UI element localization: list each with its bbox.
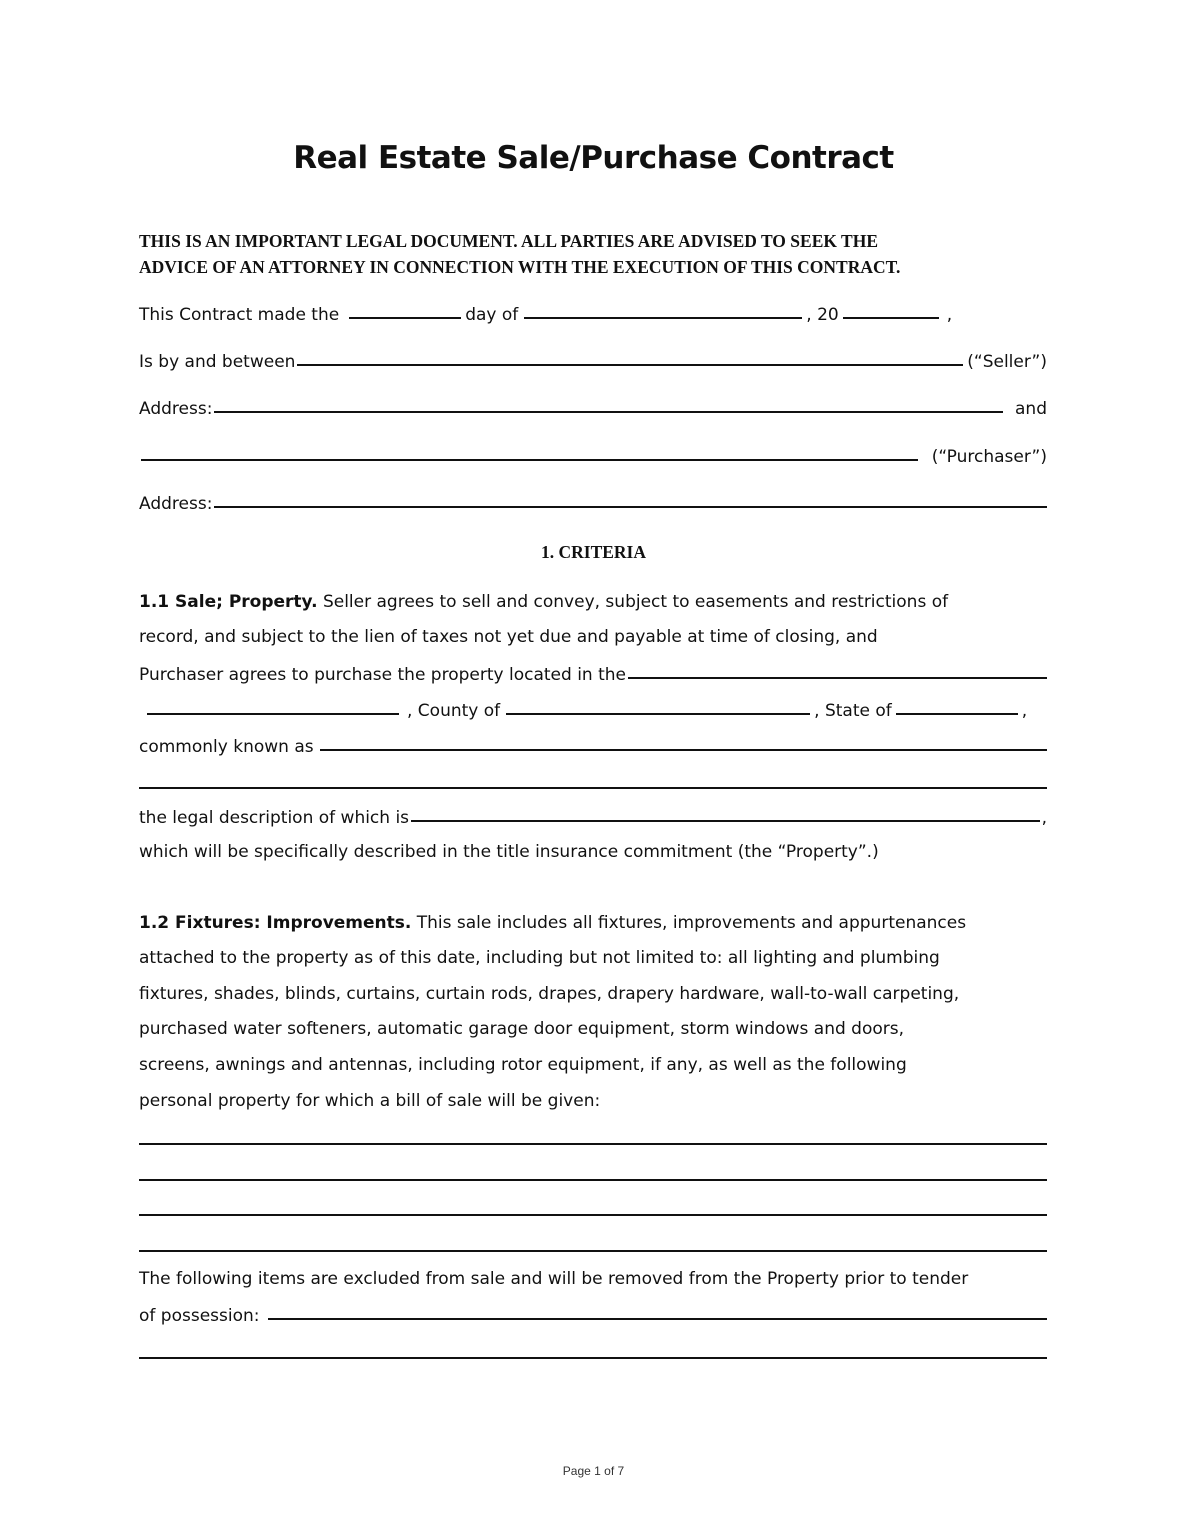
known-as-label: commonly known as bbox=[139, 737, 314, 757]
purchaser-address-row bbox=[139, 486, 1047, 516]
seller-address-row bbox=[139, 391, 1047, 421]
s12-line-3: fixtures, shades, blinds, curtains, curtain rods, drapes, drapery hardware, wall-to-wall carpeting, bbox=[139, 984, 960, 1004]
excluded-line-1: The following items are excluded from sale and will be removed from the Property prior to tender bbox=[139, 1269, 969, 1289]
legal-desc-comma: , bbox=[1041, 808, 1047, 828]
excluded-items-blank-2[interactable] bbox=[139, 1357, 1047, 1359]
municipality-blank-2[interactable] bbox=[147, 713, 399, 715]
year-prefix-label: , 20 bbox=[806, 305, 839, 325]
seller-row bbox=[139, 344, 1047, 374]
legal-notice bbox=[139, 228, 1059, 280]
s11-text-1: Seller agrees to sell and convey, subject to easements and restrictions of bbox=[317, 592, 949, 612]
s11-line-2: record, and subject to the lien of taxes not yet due and payable at time of closing, and bbox=[139, 627, 878, 647]
state-of-label: , State of bbox=[814, 701, 892, 721]
s12-line-6: personal property for which a bill of sale will be given: bbox=[139, 1091, 601, 1111]
month-blank[interactable] bbox=[524, 317, 802, 319]
section-heading-criteria: 1. CRITERIA bbox=[540, 542, 647, 562]
s12-line-5: screens, awnings and antennas, including rotor equipment, if any, as well as the following bbox=[139, 1055, 907, 1075]
personal-property-blank-4[interactable] bbox=[139, 1250, 1047, 1252]
personal-property-blank-1[interactable] bbox=[139, 1143, 1047, 1145]
and-label: and bbox=[1015, 399, 1047, 419]
known-as-blank-2[interactable] bbox=[139, 787, 1047, 789]
s12-line-1 bbox=[139, 908, 1059, 938]
s12-label: 1.2 Fixtures: Improvements. bbox=[139, 913, 412, 933]
s11-known-as-row bbox=[139, 729, 1047, 759]
s12-line-2: attached to the property as of this date, including but not limited to: all lighting and plumbing bbox=[139, 948, 940, 968]
state-blank[interactable] bbox=[896, 713, 1018, 715]
purchaser-label: (“Purchaser”) bbox=[931, 447, 1047, 467]
s11-location-row bbox=[139, 657, 1047, 687]
page-title: Real Estate Sale/Purchase Contract bbox=[293, 140, 894, 176]
personal-property-blank-3[interactable] bbox=[139, 1214, 1047, 1216]
purchaser-address-blank[interactable] bbox=[214, 506, 1047, 508]
seller-name-blank[interactable] bbox=[297, 364, 963, 366]
notice-line-1: THIS IS AN IMPORTANT LEGAL DOCUMENT. ALL PARTIES ARE ADVISED TO SEEK THE bbox=[139, 231, 878, 251]
seller-label: (“Seller”) bbox=[967, 352, 1047, 372]
seller-address-blank[interactable] bbox=[214, 411, 1003, 413]
excluded-items-blank[interactable] bbox=[268, 1318, 1048, 1320]
day-of-label: day of bbox=[465, 305, 519, 325]
excluded-row bbox=[139, 1298, 1047, 1328]
s11-final-line: which will be specifically described in the title insurance commitment (the “Property”.) bbox=[139, 842, 879, 862]
date-comma: , bbox=[946, 305, 953, 325]
s11-label: 1.1 Sale; Property. bbox=[139, 592, 318, 612]
county-blank[interactable] bbox=[506, 713, 810, 715]
purchaser-address-label: Address: bbox=[139, 494, 213, 514]
municipality-blank[interactable] bbox=[628, 677, 1047, 679]
seller-address-label: Address: bbox=[139, 399, 213, 419]
s12-text-1: This sale includes all fixtures, improvements and appurtenances bbox=[411, 913, 967, 933]
year-blank[interactable] bbox=[843, 317, 939, 319]
page-number: Page 1 of 7 bbox=[562, 1464, 625, 1478]
known-as-blank[interactable] bbox=[320, 749, 1047, 751]
day-blank[interactable] bbox=[349, 317, 461, 319]
purchaser-row bbox=[139, 439, 1047, 469]
county-of-label: , County of bbox=[407, 701, 501, 721]
legal-desc-blank[interactable] bbox=[411, 820, 1040, 822]
s11-legal-row bbox=[139, 800, 1047, 830]
s12-line-4: purchased water softeners, automatic garage door equipment, storm windows and doors, bbox=[139, 1019, 905, 1039]
notice-line-2: ADVICE OF AN ATTORNEY IN CONNECTION WITH THE EXECUTION OF THIS CONTRACT. bbox=[139, 257, 901, 277]
s11-line-1 bbox=[139, 587, 1059, 617]
legal-desc-label: the legal description of which is bbox=[139, 808, 410, 828]
possession-label: of possession: bbox=[139, 1306, 260, 1326]
s11-located-label: Purchaser agrees to purchase the property located in the bbox=[139, 665, 626, 685]
purchaser-name-blank[interactable] bbox=[141, 459, 918, 461]
made-the-label: This Contract made the bbox=[139, 305, 340, 325]
s11-county-row bbox=[139, 693, 1047, 723]
contract-date-row bbox=[139, 297, 1047, 327]
personal-property-blank-2[interactable] bbox=[139, 1179, 1047, 1181]
by-between-label: Is by and between bbox=[139, 352, 296, 372]
state-comma: , bbox=[1021, 701, 1028, 721]
